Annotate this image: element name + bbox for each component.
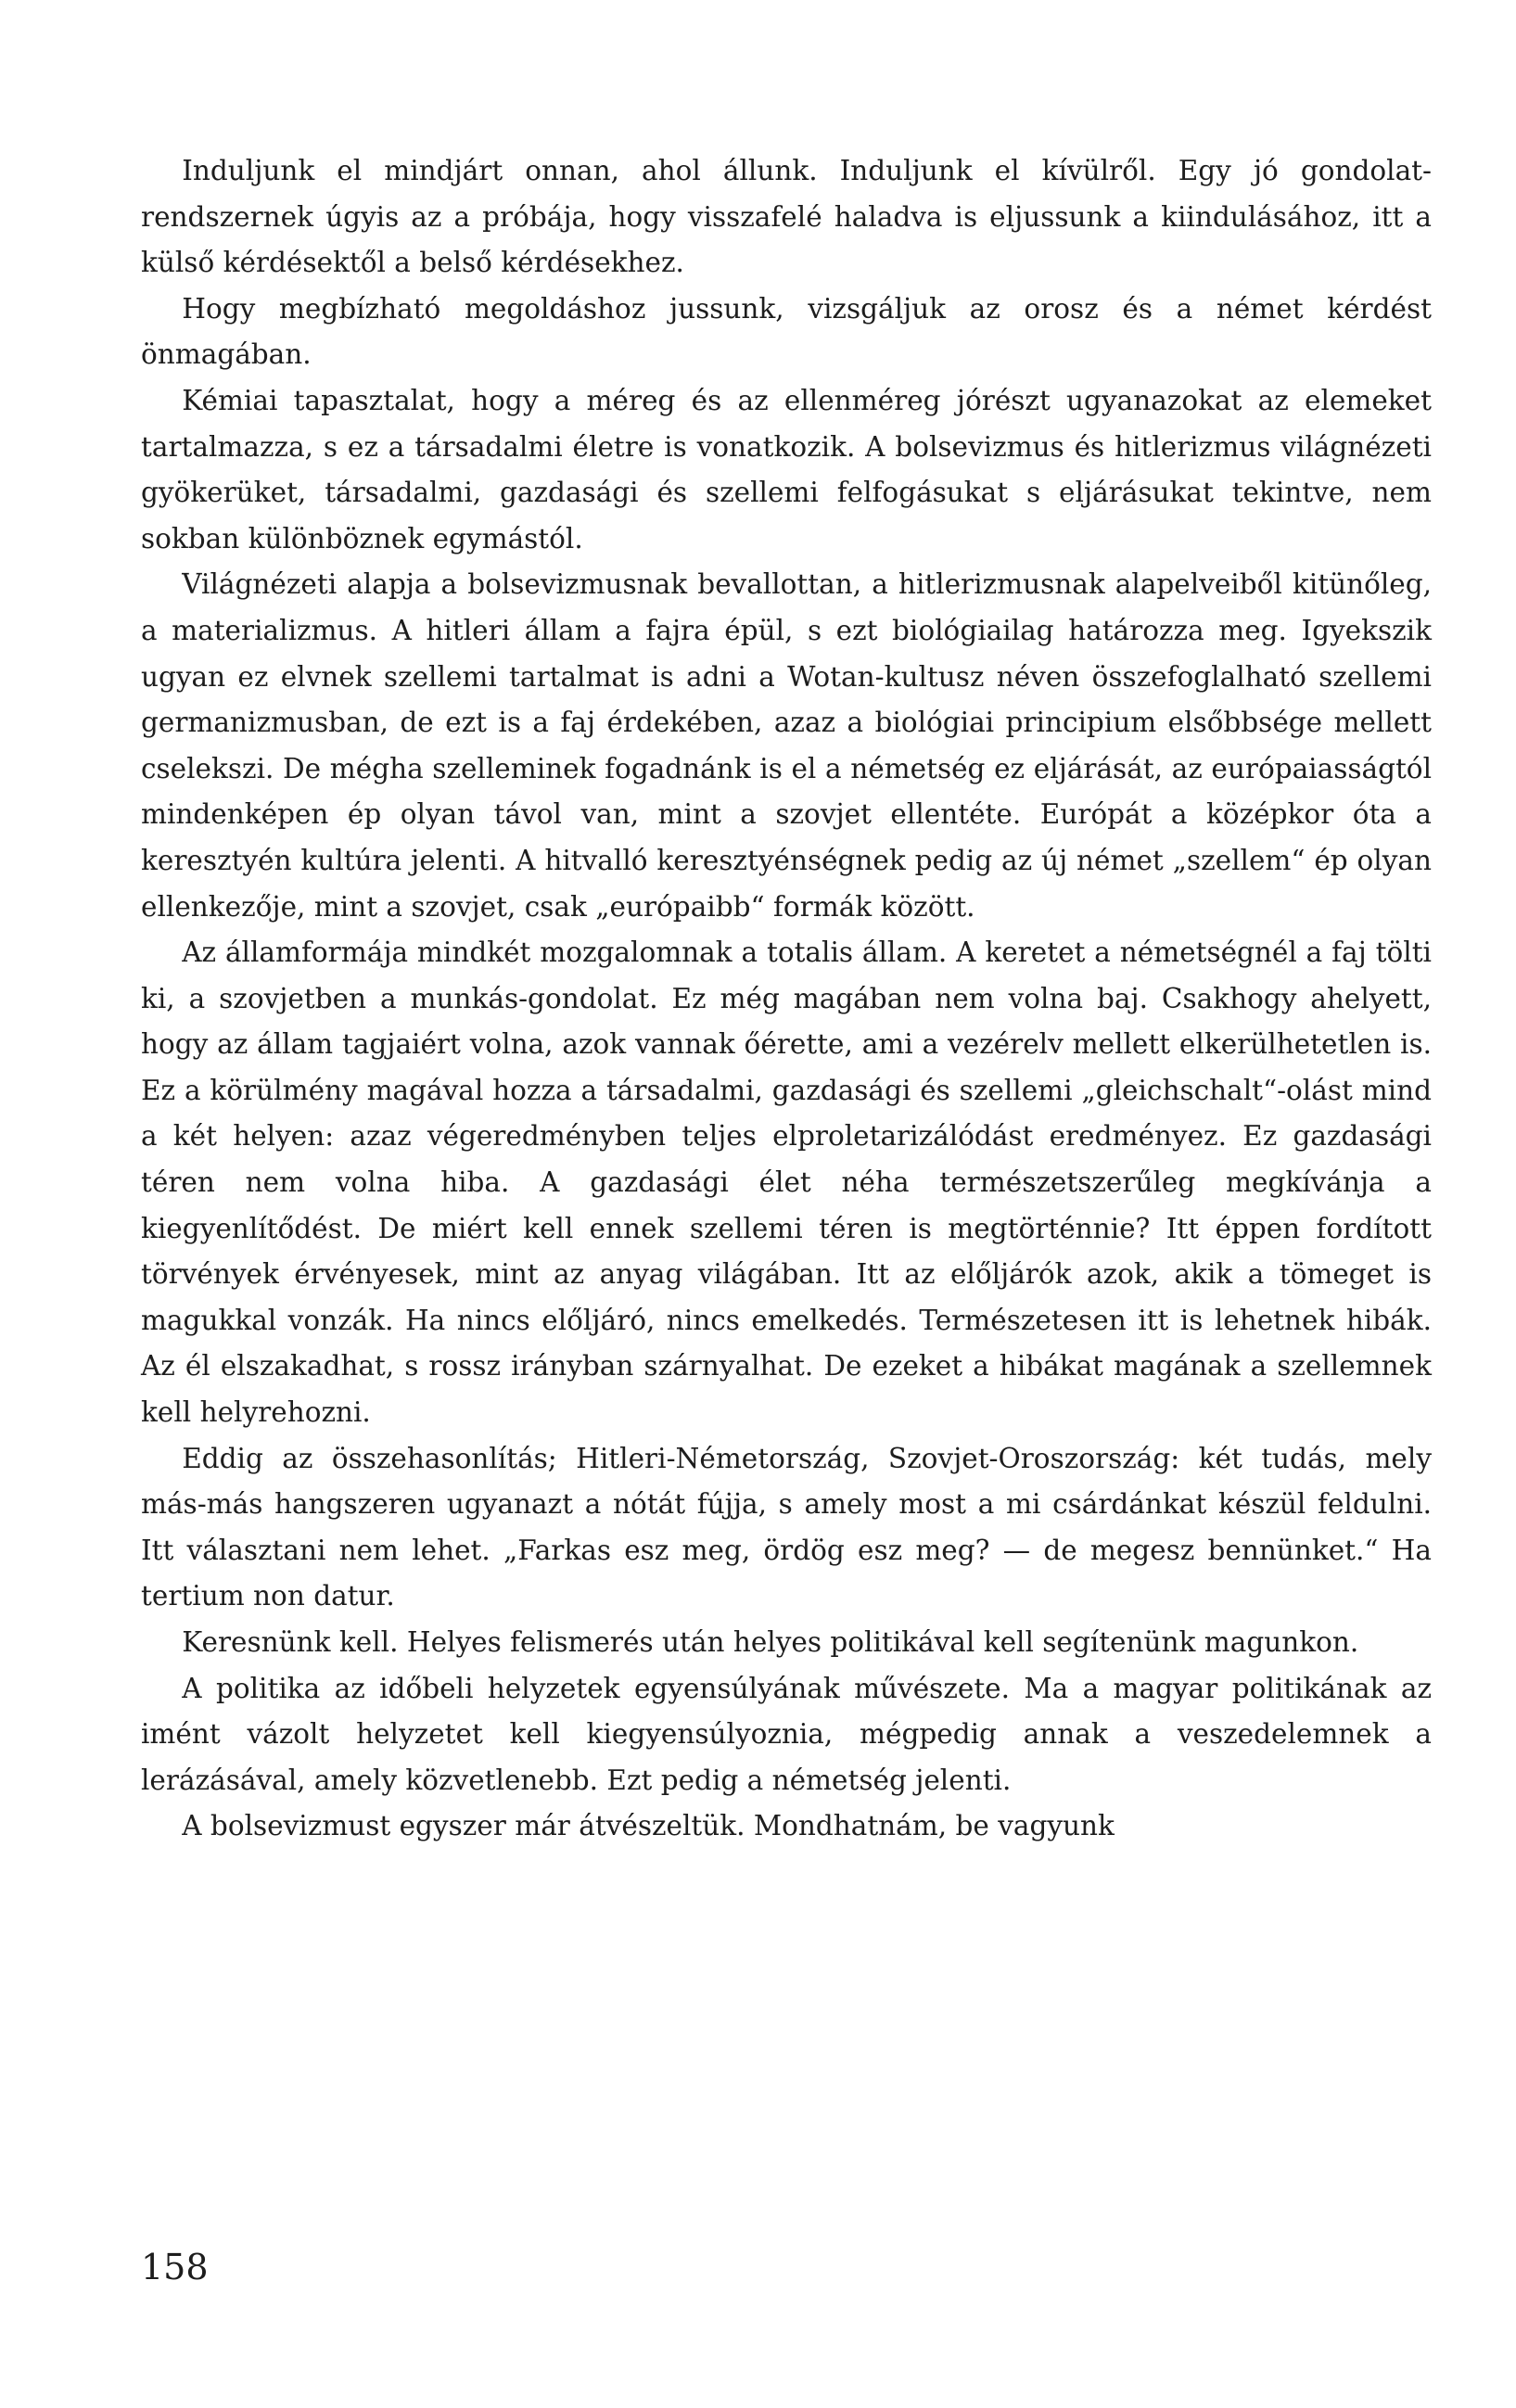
- paragraph: A bolsevizmust egyszer már átvészeltük. Mondhatnám, be vagyunk: [182, 1810, 1115, 1842]
- body-text: [141, 148, 1432, 1850]
- paragraph: Az államformája mindkét mozgalomnak a totalis állam. A keretet a németségnél a faj tölti ki, a szovjetben a munkás-gondolat. Ez még magában nem volna baj. Csakhogy ahelyett, hogy az állam tagjaiért volna, azok vannak őérette, ami a vezérelv mellett elkerülhetetlen is. Ez a körülmény magával hozza a társadalmi, gazdasági és szellemi „gleichschalt“-olást mind a két helyen: azaz végeredményben teljes elproletarizálódást eredményez. Ez gazdasági téren nem volna hiba. A gazdasági élet néha természetszerűleg megkívánja a kiegyenlítődést. De miért kell ennek szellemi téren is megtörténnie? Itt éppen fordított törvények érvényesek, mint az anyag világában. Itt az előljárók azok, akik a tömeget is magukkal vonzák. Ha nincs előljáró, nincs emelkedés. Természetesen itt is lehetnek hibák. Az él elszakadhat, s rossz irányban szárnyalhat. De ezeket a hibákat magának a szellemnek kell helyrehozni.: [141, 936, 1432, 1429]
- paragraph: Eddig az összehasonlítás; Hitleri-Németország, Szovjet-Oroszország: két tudás, mely más-más hangszeren ugyanazt a nótát fújja, s amely most a mi csárdánkat készül feldulni. Itt választani nem lehet. „Farkas esz meg, ördög esz meg? — de megesz bennünket.“ Ha tertium non datur.: [141, 1442, 1432, 1612]
- paragraph: Keresnünk kell. Helyes felismerés után helyes politikával kell segítenünk magunkon.: [182, 1626, 1359, 1658]
- paragraph: Hogy megbízható megoldáshoz jussunk, vizsgáljuk az orosz és a német kérdést önmagában.: [141, 292, 1432, 371]
- paragraph: Induljunk el mindjárt onnan, ahol állunk. Induljunk el kívülről. Egy jó gondolat-rendszernek úgyis az a próbája, hogy visszafelé haladva is eljussunk a kiindulásához, itt a külső kérdésektől a belső kérdésekhez.: [141, 155, 1432, 279]
- paragraph: Világnézeti alapja a bolsevizmusnak bevallottan, a hitlerizmusnak alapelveiből kitünőleg, a materializmus. A hitleri állam a fajra épül, s ezt biológiailag határozza meg. Igyekszik ugyan ez elvnek szellemi tartalmat is adni a Wotan-kultusz néven összefoglalható szellemi germanizmusban, de ezt is a faj érdekében, azaz a biológiai principium elsőbbsége mellett cselekszi. De mégha szelleminek fogadnánk is el a németség ez eljárását, az európaiasságtól mindenképen ép olyan távol van, mint a szovjet ellentéte. Európát a középkor óta a keresztyén kultúra jelenti. A hitvalló keresztyénségnek pedig az új német „szellem“ ép olyan ellenkezője, mint a szovjet, csak „európaibb“ formák között.: [141, 568, 1432, 923]
- paragraph: Kémiai tapasztalat, hogy a méreg és az ellenméreg jórészt ugyanazokat az elemeket tartalmazza, s ez a társadalmi életre is vonatkozik. A bolsevizmus és hitlerizmus világnézeti gyökerüket, társadalmi, gazdasági és szellemi felfogásukat s eljárásukat tekintve, nem sokban különböznek egymástól.: [141, 384, 1432, 554]
- page-number: 158: [141, 2247, 209, 2287]
- paragraph: A politika az időbeli helyzetek egyensúlyának művészete. Ma a magyar politikának az imént vázolt helyzetet kell kiegyensúlyoznia, mégpedig annak a veszedelemnek a lerázásával, amely közvetlenebb. Ezt pedig a németség jelenti.: [141, 1672, 1432, 1796]
